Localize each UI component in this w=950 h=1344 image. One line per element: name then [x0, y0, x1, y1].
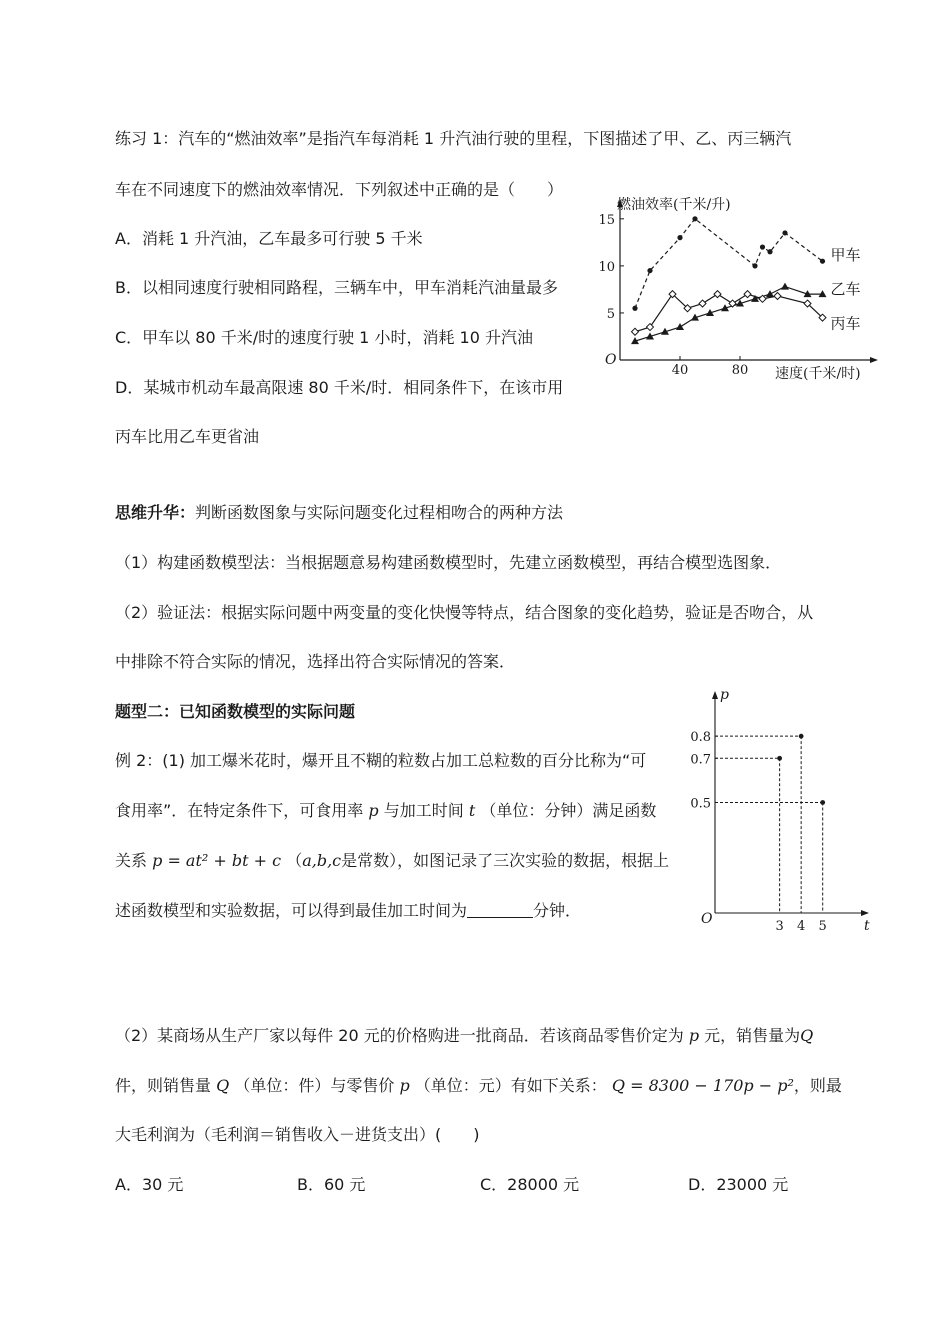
- thinking-heading: [115, 502, 563, 524]
- y-tick-label: 0.8: [690, 730, 711, 746]
- series-yi-point: [781, 283, 789, 290]
- q2-line2: [115, 1075, 842, 1097]
- q2-text-d: （单位：件）与零售价: [234, 1076, 395, 1095]
- series-bing-point: [774, 293, 781, 300]
- q2-var-Q2: Q: [216, 1076, 230, 1095]
- x-tick-label: 80: [731, 363, 749, 378]
- chart1-origin: O: [605, 352, 617, 368]
- type2-title: 题型二：已知函数模型的实际问题: [115, 702, 356, 721]
- formula-p: p = at² + bt + c: [152, 851, 282, 870]
- series-jia-point: [647, 268, 652, 273]
- series-jia-point: [632, 306, 637, 311]
- exercise1-question-line1: 练习 1：汽车的“燃油效率”是指汽车每消耗 1 升汽油行驶的里程，下图描述了甲、乙、丙三辆汽: [115, 129, 792, 148]
- q2-var-Q: Q: [800, 1026, 814, 1045]
- q2-text-c: 件，则销售量: [115, 1076, 212, 1095]
- series-yi-point: [676, 323, 684, 330]
- x-axis-arrow: [870, 357, 878, 363]
- q2-text-f: ，则最: [793, 1076, 842, 1095]
- q2-option-a: A．30 元: [115, 1175, 184, 1194]
- edible-rate-chart: [690, 685, 880, 935]
- ex2-text-d: 关系: [115, 851, 148, 870]
- ex2-text-f: 是常数），如图记录了三次实验的数据，根据上: [341, 851, 670, 870]
- thinking-title: 思维升华：: [115, 503, 196, 522]
- chart1-ylabel: 燃油效率(千米/升): [617, 197, 731, 213]
- thinking-title-rest: 判断函数图象与实际问题变化过程相吻合的两种方法: [195, 503, 564, 522]
- series-jia-point: [767, 249, 772, 254]
- example2-line4: [115, 900, 581, 922]
- answer-blank[interactable]: [467, 901, 533, 918]
- exercise1-option-a: A．消耗 1 升汽油，乙车最多可行驶 5 千米: [115, 229, 423, 248]
- series-yi-point: [766, 290, 774, 297]
- y-tick-label: 10: [598, 259, 615, 275]
- q2-option-c: C．28000 元: [480, 1175, 580, 1194]
- example2-line2: [115, 800, 656, 822]
- q2-text-a: （2）某商场从生产厂家以每件 20 元的价格购进一批商品．若该商品零售价定为: [115, 1026, 684, 1045]
- q2-text-e: （单位：元）有如下关系：: [414, 1076, 607, 1095]
- var-t: t: [468, 801, 476, 820]
- series-bing-point: [714, 291, 721, 298]
- series-bing-point: [699, 300, 706, 307]
- x-tick-label: 40: [671, 363, 689, 378]
- y-tick-label: 15: [598, 212, 615, 228]
- series-bing-line: [635, 294, 823, 332]
- formula-Q: Q = 8300 − 170p − p²: [611, 1076, 794, 1095]
- chart1-xlabel: 速度(千米/时): [775, 366, 861, 382]
- q2-var-p2: p: [399, 1076, 410, 1095]
- ex2-text-b: 与加工时间: [383, 801, 464, 820]
- var-p: p: [368, 801, 379, 820]
- legend-yi: 乙车: [830, 280, 861, 299]
- y-tick-label: 0.7: [690, 752, 711, 768]
- consts-abc: a,b,c: [302, 851, 342, 870]
- series-bing-point: [759, 295, 766, 302]
- q2-var-p: p: [688, 1026, 700, 1045]
- series-jia-point: [752, 263, 757, 268]
- series-jia-point: [820, 259, 825, 264]
- data-point: [777, 756, 782, 761]
- y-tick-label: 0.5: [690, 796, 711, 812]
- thinking-item2: （2）验证法：根据实际问题中两变量的变化快慢等特点，结合图象的变化趋势，验证是否吻合，从: [115, 603, 814, 622]
- ex2-text-g: 述函数模型和实验数据，可以得到最佳加工时间为: [115, 901, 468, 920]
- thinking-item2-cont: 中排除不符合实际的情况，选择出符合实际情况的答案．: [115, 652, 516, 671]
- y-tick-label: 5: [606, 306, 615, 322]
- q2-option-b: B．60 元: [297, 1175, 366, 1194]
- exercise1-option-d: D．某城市机动车最高限速 80 千米/时．相同条件下，在该市用: [115, 378, 564, 397]
- ex2-text-e: （: [286, 851, 303, 870]
- q2-option-d: D．23000 元: [688, 1175, 789, 1194]
- series-jia-line: [635, 219, 823, 308]
- ex2-text-c: （单位：分钟）满足函数: [480, 801, 657, 820]
- y-axis-arrow: [712, 691, 718, 699]
- series-jia-point: [760, 244, 765, 249]
- exercise1-question-line2: 车在不同速度下的燃油效率情况．下列叙述中正确的是（ ）: [115, 180, 564, 199]
- chart2-origin: O: [701, 911, 713, 927]
- example2-line3: [115, 850, 669, 872]
- x-axis-arrow: [861, 910, 869, 916]
- thinking-item1: （1）构建函数模型法：当根据题意易构建函数模型时，先建立函数模型，再结合模型选图象．: [115, 553, 782, 572]
- exercise1-option-b: B．以相同速度行驶相同路程，三辆车中，甲车消耗汽油量最多: [115, 278, 558, 297]
- data-point: [820, 800, 825, 805]
- series-bing-point: [744, 291, 751, 298]
- data-point: [799, 734, 804, 739]
- series-bing-point: [647, 324, 654, 331]
- chart2-xlabel: t: [864, 918, 870, 934]
- q2-line1: [115, 1025, 813, 1047]
- legend-jia: 甲车: [830, 246, 861, 265]
- ex2-text-h: 分钟．: [533, 901, 582, 920]
- series-bing-point: [632, 328, 639, 335]
- q2-text-b: 元，销售量为: [704, 1026, 801, 1045]
- x-tick-label: 3: [775, 919, 784, 934]
- fuel-efficiency-chart: [595, 190, 885, 390]
- q2-line3: 大毛利润为（毛利润＝销售收入－进货支出）( ): [115, 1125, 480, 1144]
- series-jia-point: [692, 216, 697, 221]
- legend-bing: 丙车: [830, 314, 861, 333]
- chart2-ylabel: p: [720, 687, 729, 703]
- exercise1-option-d-cont: 丙车比用乙车更省油: [115, 427, 260, 446]
- series-bing-point: [729, 300, 736, 307]
- exercise1-option-c: C．甲车以 80 千米/时的速度行驶 1 小时，消耗 10 升汽油: [115, 328, 533, 347]
- x-tick-label: 5: [818, 919, 827, 934]
- example2-line1: 例 2：(1) 加工爆米花时，爆开且不糊的粒数占加工总粒数的百分比称为“可: [115, 751, 647, 770]
- ex2-text-a: 食用率”．在特定条件下，可食用率: [115, 801, 364, 820]
- series-jia-point: [677, 235, 682, 240]
- series-jia-point: [782, 230, 787, 235]
- x-tick-label: 4: [797, 919, 806, 934]
